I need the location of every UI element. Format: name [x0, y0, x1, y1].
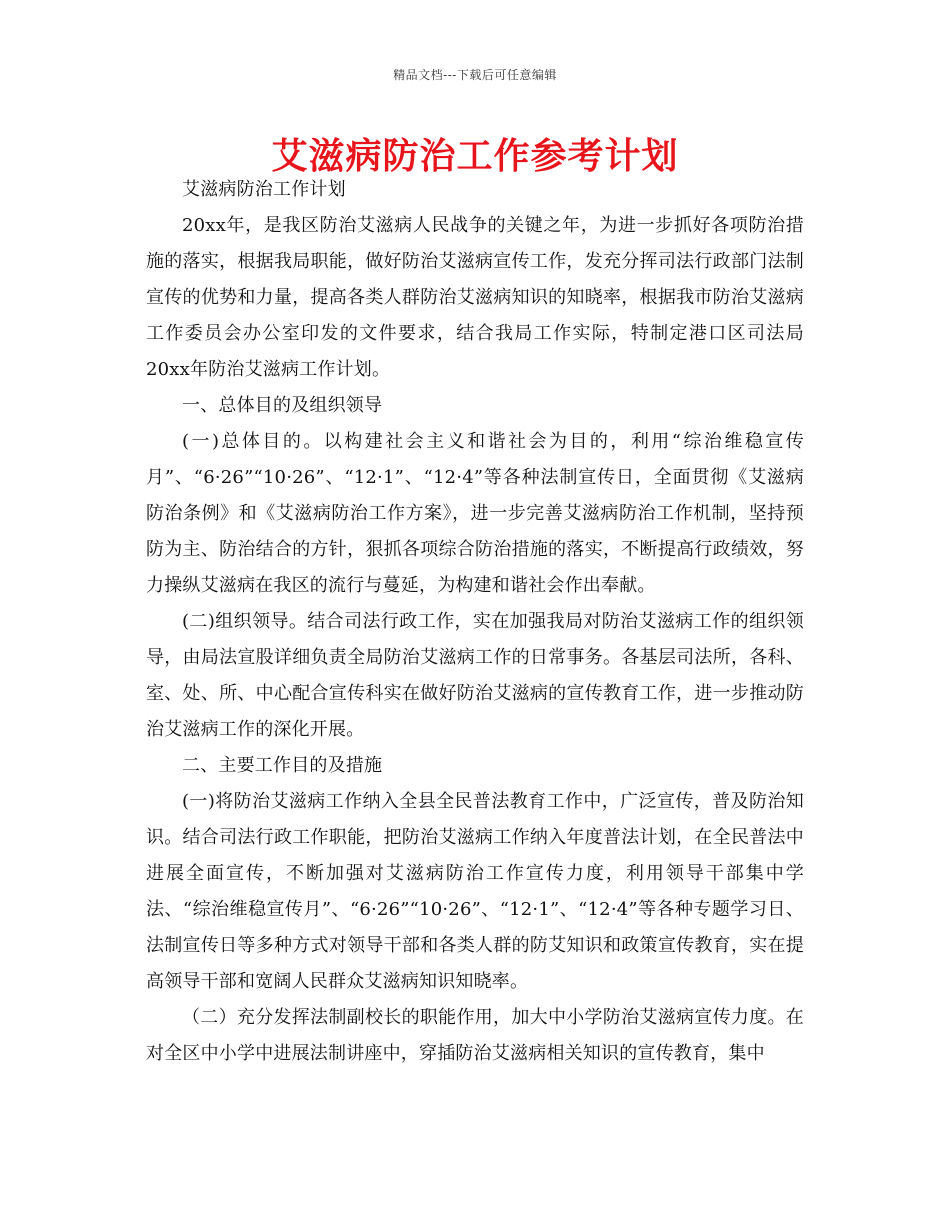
- organization-paragraph: (二)组织领导。结合司法行政工作，实在加强我局对防治艾滋病工作的组织领导，由局法宣股详细负责全局防治艾滋病工作的日常事务。各基层司法所，各科、室、处、所、中心配合宣传科实在做好防治艾滋病的宣传教育工作，进一步推动防治艾滋病工作的深化开展。: [146, 611, 804, 740]
- measure-1-paragraph: (一)将防治艾滋病工作纳入全县全民普法教育工作中，广泛宣传，普及防治知识。结合司法行政工作职能，把防治艾滋病工作纳入年度普法计划，在全民普法中进展全面宣传，不断加强对艾滋病防治工作宣传力度，利用领导干部集中学法、“综治维稳宣传月”、“6·26”“10·26”、“12·1”、“12·4”等各种专题学习日、法制宣传日等多种方式对领导干部和各类人群的防艾知识和政策宣传教育，实在提高领导干部和宽阔人民群众艾滋病知识知晓率。: [146, 791, 804, 992]
- overall-goal-paragraph: (一)总体目的。以构建社会主义和谐社会为目的，利用“综治维稳宣传月”、“6·26”“10·26”、“12·1”、“12·4”等各种法制宣传日，全面贯彻《艾滋病防治条例》和《艾滋病防治工作方案》，进一步完善艾滋病防治工作机制，坚持预防为主、防治结合的方针，狠抓各项综合防治措施的落实，不断提高行政绩效，努力操纵艾滋病在我区的流行与蔓延，为构建和谐社会作出奉献。: [146, 431, 804, 596]
- document-body: [146, 172, 804, 1072]
- measure-2-paragraph: （二）充分发挥法制副校长的职能作用，加大中小学防治艾滋病宣传力度。在对全区中小学中进展法制讲座中，穿插防治艾滋病相关知识的宣传教育，集中: [146, 1007, 804, 1064]
- header-note: 精品文档---下载后可任意编辑: [393, 68, 557, 82]
- intro-paragraph: 20xx年，是我区防治艾滋病人民战争的关键之年，为进一步抓好各项防治措施的落实，根据我局职能，做好防治艾滋病宣传工作，发充分挥司法行政部门法制宣传的优势和力量，提高各类人群防治艾滋病知识的知晓率，根据我市防治艾滋病工作委员会办公室印发的文件要求，结合我局工作实际，特制定港口区司法局20xx年防治艾滋病工作计划。: [146, 215, 804, 380]
- subtitle-paragraph: 艾滋病防治工作计划: [182, 179, 346, 200]
- document-title: 艾滋病防治工作参考计划: [271, 136, 679, 177]
- section-heading-1: 一、总体目的及组织领导: [182, 395, 383, 416]
- section-heading-2: 二、主要工作目的及措施: [182, 755, 383, 776]
